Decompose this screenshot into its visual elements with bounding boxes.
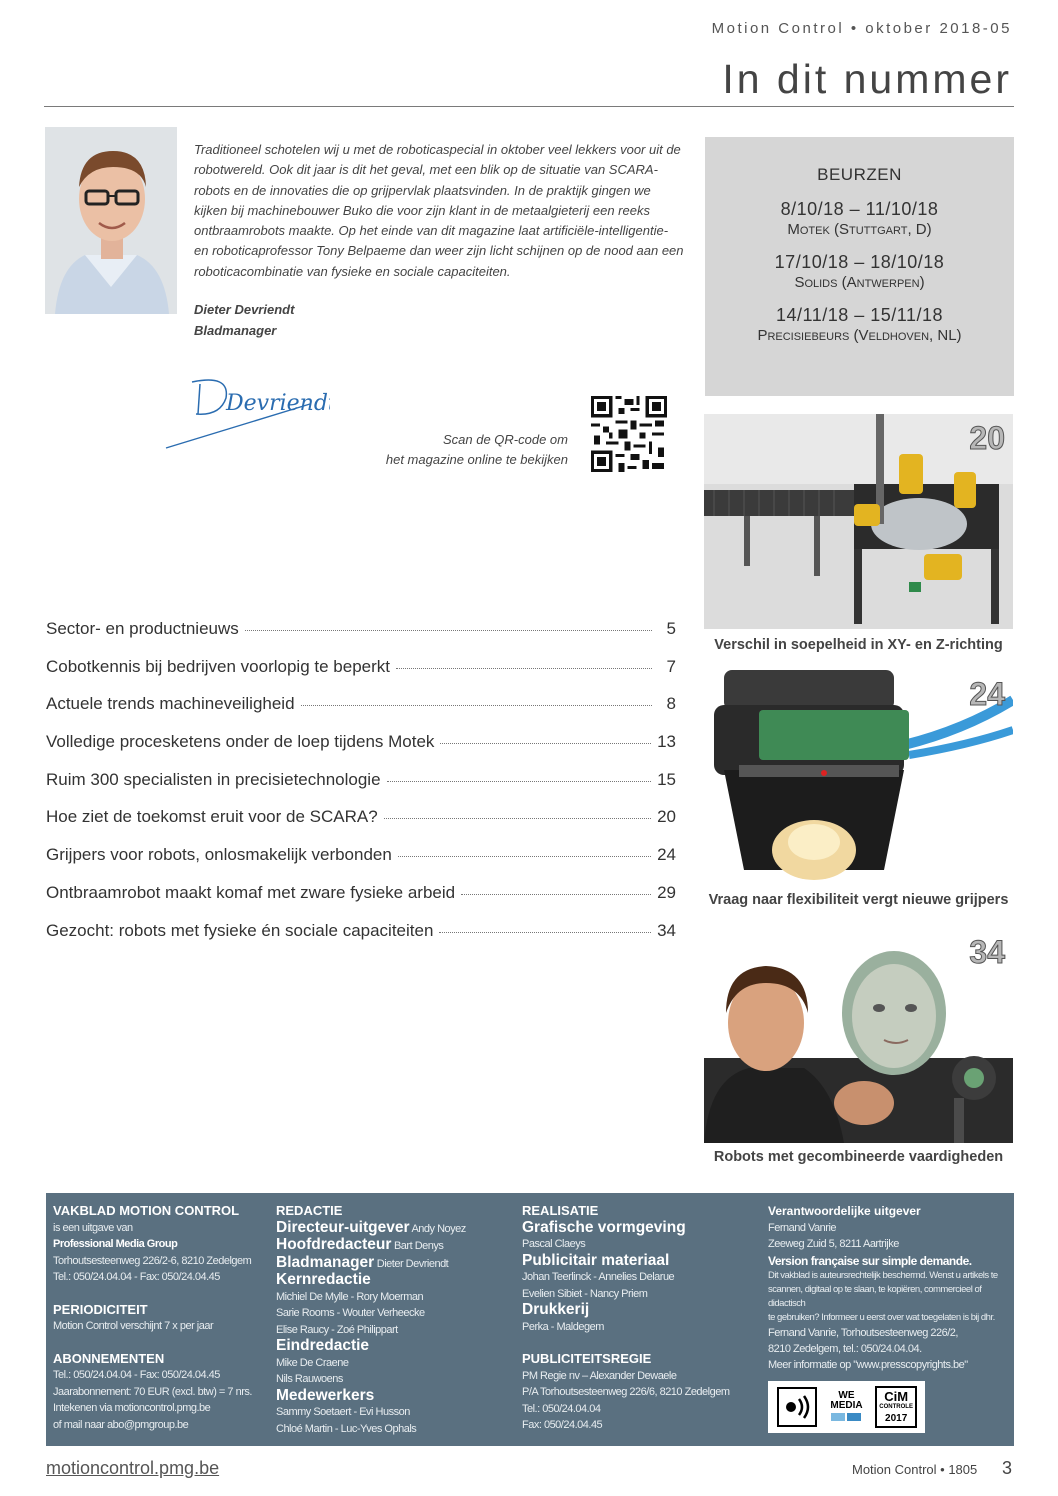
spacer — [53, 1286, 268, 1302]
colophon-text: Jaarabonnement: 70 EUR (excl. btw) = 7 nrs. — [53, 1385, 252, 1398]
qr-caption — [340, 430, 568, 470]
qr-caption-line1: Scan de QR-code om — [442, 432, 568, 447]
event-dates: 14/11/18 – 15/11/18 — [776, 305, 943, 325]
event-name: Precisiebeurs (Veldhoven, NL) — [757, 327, 962, 344]
role-person: Perka - Maldegem — [522, 1320, 604, 1333]
colophon-heading: PERIODICITEIT — [53, 1301, 148, 1317]
colophon-heading: PUBLICITEITSREGIE — [522, 1351, 652, 1366]
toc-title: Actuele trends machineveiligheid — [46, 694, 295, 714]
toc-page: 29 — [657, 882, 676, 902]
we-media-logo — [825, 1386, 867, 1428]
colophon-responsible — [768, 1203, 1008, 1373]
toc-leader — [384, 818, 651, 819]
toc-leader — [387, 781, 652, 782]
role-person: Bart Denys — [393, 1240, 444, 1252]
toc-entry[interactable] — [46, 921, 676, 959]
we-media-text: WE MEDIA — [830, 1390, 863, 1411]
toc-title: Gezocht: robots met fysieke én sociale capaciteiten — [46, 920, 434, 940]
feature-image-scara[interactable] — [704, 414, 1013, 629]
toc-page: 20 — [657, 807, 676, 827]
colophon-heading: REDACTIE — [276, 1203, 343, 1218]
colophon-text: Fax: 050/24.04.45 — [522, 1419, 603, 1431]
logo-strip — [768, 1381, 925, 1433]
role-label: Drukkerij — [522, 1301, 590, 1318]
colophon-text: P/A Torhoutsesteenweg 226/6, 8210 Zedelgem — [522, 1386, 730, 1398]
colophon-legal: te gebruiken? Informeer u eerst over wat toegelaten is bij dhr. — [768, 1312, 995, 1323]
colophon-legal: 8210 Zedelgem, tel.: 050/24.04.04. — [768, 1343, 922, 1355]
colophon-text: PM Regie nv – Alexander Dewaele — [522, 1369, 677, 1382]
role-person: Mike De Craene — [276, 1356, 349, 1369]
role-label: Bladmanager — [276, 1253, 375, 1271]
author-name: Dieter Devriendt — [194, 302, 295, 317]
colophon-heading: Verantwoordelijke uitgever — [768, 1204, 921, 1218]
colophon-text: Motion Control verschijnt 7 x per jaar — [53, 1320, 214, 1332]
colophon-text: Tel.: 050/24.04.04 — [522, 1402, 601, 1415]
spacer — [522, 1335, 757, 1351]
toc-title: Ruim 300 specialisten in precisietechnologie — [46, 769, 381, 789]
toc-entry[interactable] — [46, 807, 676, 845]
author-role: Bladmanager — [194, 323, 277, 338]
feature-image-social-robot[interactable] — [704, 928, 1013, 1143]
cim-year: 2017 — [885, 1412, 908, 1424]
colophon-text: Zeeweg Zuid 5, 8211 Aartrijke — [768, 1238, 899, 1250]
toc-leader — [398, 856, 651, 857]
toc-title: Volledige procesketens onder de loep tijdens Motek — [46, 732, 435, 752]
toc-entry[interactable] — [46, 732, 676, 770]
role-person: Sammy Soetaert - Evi Husson — [276, 1406, 410, 1418]
role-person: Nils Rauwoens — [276, 1373, 343, 1385]
colophon-text: is een uitgave van — [53, 1221, 133, 1234]
toc-leader — [440, 743, 651, 744]
event-dates: 17/10/18 – 18/10/18 — [774, 252, 945, 272]
role-label: Eindredactie — [276, 1337, 370, 1354]
events-box — [705, 137, 1014, 396]
toc-page: 5 — [666, 619, 676, 638]
toc-entry[interactable] — [46, 883, 676, 921]
events-heading: BEURZEN — [817, 165, 902, 184]
toc-title: Grijpers voor robots, onlosmakelijk verbonden — [46, 845, 392, 865]
colophon-text: Tel.: 050/24.04.04 - Fax: 050/24.04.45 — [53, 1271, 220, 1283]
colophon-link[interactable]: of mail naar abo@pmgroup.be — [53, 1418, 189, 1431]
spacer — [53, 1335, 268, 1351]
colophon-text: Fernand Vanrie — [768, 1221, 837, 1234]
event-name: Motek (Stuttgart, D) — [787, 221, 932, 238]
colophon-legal: Fernand Vanrie, Torhoutsesteenweg 226/2, — [768, 1327, 958, 1339]
page-title: In dit nummer — [722, 56, 1012, 102]
event-item — [705, 199, 1014, 238]
signature-text: Devriendt — [226, 391, 330, 416]
event-item — [705, 252, 1014, 291]
role-label: Grafische vormgeving — [522, 1218, 686, 1236]
colophon — [46, 1193, 1014, 1446]
toc-title: Hoe ziet de toekomst eruit voor de SCARA? — [46, 807, 378, 827]
role-person: Michiel De Mylle - Rory Moerman — [276, 1290, 424, 1303]
role-label: Hoofdredacteur — [276, 1236, 392, 1253]
toc-entry[interactable] — [46, 619, 676, 657]
colophon-link[interactable]: Intekenen via motioncontrol.pmg.be — [53, 1402, 211, 1414]
feature-image-gripper[interactable] — [704, 670, 1013, 885]
toc-page: 13 — [657, 732, 676, 752]
role-person: Pascal Claeys — [522, 1238, 586, 1250]
colophon-editorial — [276, 1203, 511, 1437]
colophon-heading: ABONNEMENTEN — [53, 1350, 165, 1366]
colophon-legal: Dit vakblad is auteursrechtelijk beschermd. Wenst u artikels te — [768, 1270, 998, 1281]
toc-page: 34 — [657, 920, 676, 940]
qr-code[interactable] — [591, 396, 667, 472]
cim-logo — [875, 1386, 917, 1428]
role-person: Sarie Rooms - Wouter Verheecke — [276, 1307, 425, 1319]
toc-title: Ontbraamrobot maakt komaf met zware fysieke arbeid — [46, 882, 456, 902]
colophon-heading: VAKBLAD MOTION CONTROL — [53, 1203, 240, 1218]
press-copyrights-logo — [776, 1386, 818, 1428]
toc-leader — [461, 894, 651, 895]
feature-caption: Verschil in soepelheid in XY- en Z-richting — [714, 637, 1003, 653]
role-person: Evelien Sibiet - Nancy Priem — [522, 1287, 648, 1300]
colophon-legal: scannen, digitaal op te slaan, te kopiëren, commercieel of didactisch — [768, 1284, 982, 1309]
role-person: Elise Raucy - Zoé Philippart — [276, 1323, 398, 1336]
role-label: Directeur-uitgever — [276, 1218, 410, 1236]
role-label: Publicitair materiaal — [522, 1251, 670, 1269]
table-of-contents — [46, 619, 676, 958]
footer-magazine: Motion Control • 1805 — [852, 1462, 978, 1477]
colophon-production — [522, 1203, 757, 1434]
event-item — [705, 305, 1014, 344]
role-label: Kernredactie — [276, 1271, 371, 1288]
feature-caption: Vraag naar flexibiliteit vergt nieuwe grijpers — [708, 892, 1009, 908]
colophon-publisher-name: Professional Media Group — [53, 1238, 178, 1250]
feature-caption: Robots met gecombineerde vaardigheden — [713, 1149, 1004, 1165]
feature-page-number: 34 — [969, 934, 1005, 970]
colophon-legal: Meer informatie op "www.presscopyrights.be" — [768, 1359, 968, 1371]
author-portrait — [45, 127, 177, 314]
toc-entry[interactable] — [46, 694, 676, 732]
toc-page: 15 — [657, 769, 676, 789]
colophon-french-note: Version française sur simple demande. — [768, 1253, 972, 1268]
footer-url[interactable]: motioncontrol.pmg.be — [46, 1458, 220, 1478]
qr-caption-line2: het magazine online te bekijken — [385, 452, 568, 467]
toc-title: Cobotkennis bij bedrijven voorlopig te beperkt — [46, 656, 390, 676]
toc-leader — [396, 668, 652, 669]
toc-page: 7 — [666, 656, 676, 676]
author-signature — [160, 370, 330, 455]
role-label: Medewerkers — [276, 1386, 375, 1404]
role-person: Dieter Devriendt — [376, 1257, 449, 1270]
colophon-text: Tel.: 050/24.04.04 - Fax: 050/24.04.45 — [53, 1369, 220, 1381]
role-person: Johan Teerlinck - Annelies Delarue — [522, 1271, 675, 1283]
role-person: Andy Noyez — [411, 1222, 466, 1235]
toc-page: 8 — [666, 694, 676, 714]
colophon-text: Torhoutsesteenweg 226/2-6, 8210 Zedelgem — [53, 1254, 252, 1267]
page-number: 3 — [1002, 1458, 1013, 1478]
event-name: Solids (Antwerpen) — [794, 274, 925, 291]
toc-entry[interactable] — [46, 770, 676, 808]
colophon-heading: REALISATIE — [522, 1203, 599, 1218]
header-divider — [44, 106, 1014, 107]
toc-leader — [245, 630, 652, 631]
feature-page-number: 20 — [969, 420, 1005, 456]
toc-entry[interactable] — [46, 845, 676, 883]
cim-sub: CONTROLE — [879, 1403, 913, 1410]
toc-leader — [301, 705, 652, 706]
toc-page: 24 — [657, 845, 676, 865]
toc-title: Sector- en productnieuws — [46, 619, 239, 638]
event-dates: 8/10/18 – 11/10/18 — [780, 199, 939, 219]
issue-line: Motion Control • oktober 2018-05 — [711, 20, 1012, 37]
editorial-intro: Traditioneel schotelen wij u met de roboticaspecial in oktober veel lekkers voor uit de robotwereld. Ook dit jaar is dit het geval, met een blik op de situatie van SCARA-robots en de innovaties die op grijpervlak plaatsvinden. In de praktijk gingen we kijken bij machinebouwer Buko die voor zijn klant in de metaalgieterij een reeks ontbraamrobots maakte. Op het einde van dit magazine laat artificiële-intelligentie- en roboticaprofessor Tony Belpaeme dan weer zijn licht schijnen op de nood aan een roboticacombinatie van fysieke en sociale capaciteiten. — [194, 142, 684, 279]
toc-leader — [439, 932, 651, 933]
feature-page-number: 24 — [969, 676, 1005, 712]
colophon-publisher — [53, 1203, 268, 1433]
role-person: Chloé Martin - Luc-Yves Ophals — [276, 1422, 417, 1435]
cim-text: CiM — [884, 1388, 909, 1404]
toc-entry[interactable] — [46, 657, 676, 695]
